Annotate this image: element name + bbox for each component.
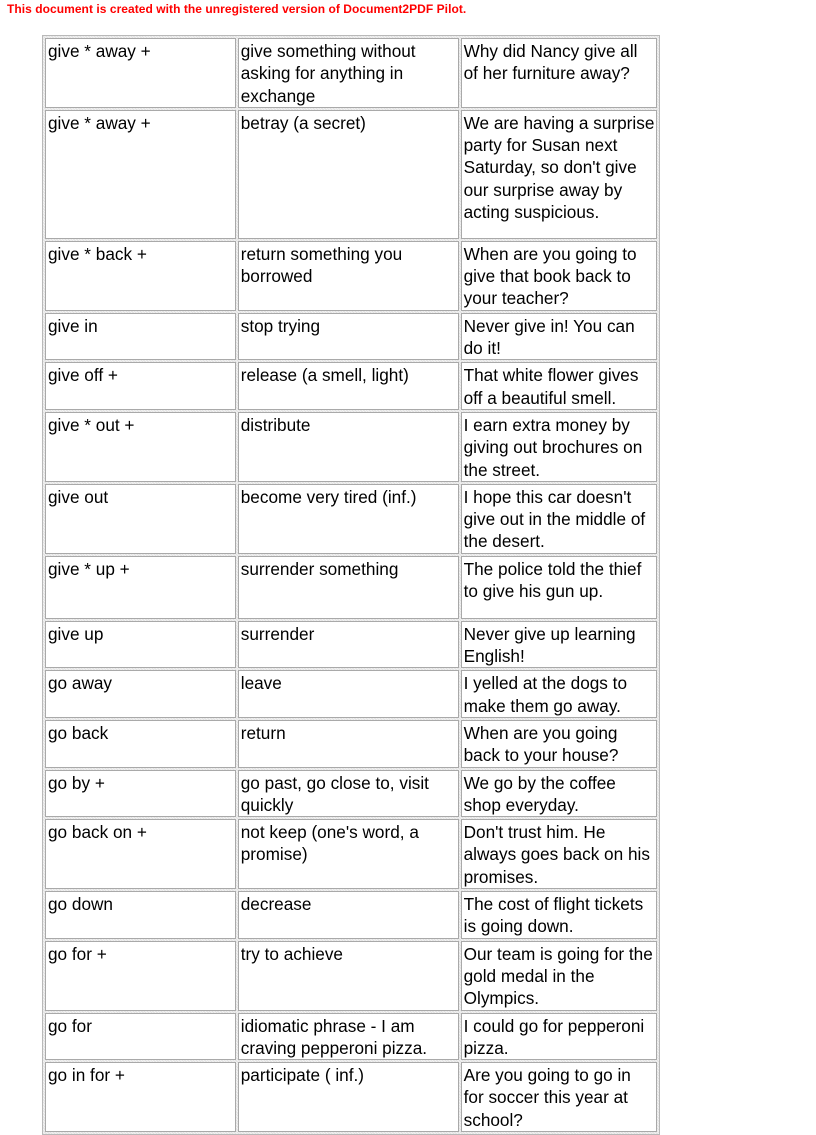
phrasal-verb-cell: go for bbox=[45, 1013, 236, 1061]
table-row bbox=[45, 38, 657, 108]
meaning-cell: surrender something bbox=[238, 556, 459, 619]
example-cell: I could go for pepperoni pizza. bbox=[461, 1013, 657, 1061]
table-row bbox=[45, 313, 657, 361]
table-row bbox=[45, 362, 657, 410]
phrasal-verb-cell: give * away + bbox=[45, 38, 236, 108]
meaning-cell: go past, go close to, visit quickly bbox=[238, 770, 459, 818]
phrasal-verb-cell: go down bbox=[45, 891, 236, 939]
phrasal-verb-cell: give up bbox=[45, 621, 236, 669]
meaning-cell: distribute bbox=[238, 412, 459, 482]
meaning-cell: participate ( inf.) bbox=[238, 1062, 459, 1132]
meaning-cell: betray (a secret) bbox=[238, 110, 459, 239]
meaning-cell: surrender bbox=[238, 621, 459, 669]
phrasal-verb-cell: give * away + bbox=[45, 110, 236, 239]
example-cell: The police told the thief to give his gun up. bbox=[461, 556, 657, 619]
meaning-cell: stop trying bbox=[238, 313, 459, 361]
example-cell: Why did Nancy give all of her furniture away? bbox=[461, 38, 657, 108]
example-cell: I earn extra money by giving out brochures on the street. bbox=[461, 412, 657, 482]
table-row bbox=[45, 670, 657, 718]
meaning-cell: return something you borrowed bbox=[238, 241, 459, 311]
meaning-cell: give something without asking for anything in exchange bbox=[238, 38, 459, 108]
phrasal-verb-cell: go back bbox=[45, 720, 236, 768]
phrasal-verb-cell: give in bbox=[45, 313, 236, 361]
table-row bbox=[45, 412, 657, 482]
table-row bbox=[45, 770, 657, 818]
meaning-cell: try to achieve bbox=[238, 941, 459, 1011]
meaning-cell: idiomatic phrase - I am craving pepperoni pizza. bbox=[238, 1013, 459, 1061]
phrasal-verb-cell: give out bbox=[45, 484, 236, 554]
example-cell: I hope this car doesn't give out in the middle of the desert. bbox=[461, 484, 657, 554]
phrasal-verb-cell: give * back + bbox=[45, 241, 236, 311]
example-cell: When are you going to give that book back to your teacher? bbox=[461, 241, 657, 311]
watermark-notice: This document is created with the unregistered version of Document2PDF Pilot. bbox=[7, 2, 467, 16]
table-row bbox=[45, 819, 657, 889]
example-cell: The cost of flight tickets is going down. bbox=[461, 891, 657, 939]
meaning-cell: leave bbox=[238, 670, 459, 718]
example-cell: We are having a surprise party for Susan next Saturday, so don't give our surprise away by acting suspicious. bbox=[461, 110, 657, 239]
table-row bbox=[45, 241, 657, 311]
phrasal-verb-cell: go away bbox=[45, 670, 236, 718]
meaning-cell: return bbox=[238, 720, 459, 768]
table-row bbox=[45, 941, 657, 1011]
phrasal-verb-cell: go back on + bbox=[45, 819, 236, 889]
table-row bbox=[45, 1013, 657, 1061]
table-row bbox=[45, 720, 657, 768]
phrasal-verb-cell: give * up + bbox=[45, 556, 236, 619]
table-row bbox=[45, 891, 657, 939]
meaning-cell: release (a smell, light) bbox=[238, 362, 459, 410]
example-cell: Never give up learning English! bbox=[461, 621, 657, 669]
table-row bbox=[45, 556, 657, 619]
phrasal-verb-cell: go for + bbox=[45, 941, 236, 1011]
phrasal-verb-cell: go by + bbox=[45, 770, 236, 818]
phrasal-verb-cell: give off + bbox=[45, 362, 236, 410]
phrasal-verb-cell: go in for + bbox=[45, 1062, 236, 1132]
example-cell: When are you going back to your house? bbox=[461, 720, 657, 768]
table-row bbox=[45, 1062, 657, 1132]
example-cell: We go by the coffee shop everyday. bbox=[461, 770, 657, 818]
meaning-cell: not keep (one's word, a promise) bbox=[238, 819, 459, 889]
example-cell: Never give in! You can do it! bbox=[461, 313, 657, 361]
table-row bbox=[45, 110, 657, 239]
example-cell: Are you going to go in for soccer this year at school? bbox=[461, 1062, 657, 1132]
example-cell: That white flower gives off a beautiful smell. bbox=[461, 362, 657, 410]
example-cell: I yelled at the dogs to make them go away. bbox=[461, 670, 657, 718]
meaning-cell: become very tired (inf.) bbox=[238, 484, 459, 554]
table-row bbox=[45, 484, 657, 554]
meaning-cell: decrease bbox=[238, 891, 459, 939]
phrasal-verb-table bbox=[42, 35, 660, 1135]
phrasal-verb-cell: give * out + bbox=[45, 412, 236, 482]
example-cell: Our team is going for the gold medal in the Olympics. bbox=[461, 941, 657, 1011]
table-row bbox=[45, 621, 657, 669]
example-cell: Don't trust him. He always goes back on his promises. bbox=[461, 819, 657, 889]
